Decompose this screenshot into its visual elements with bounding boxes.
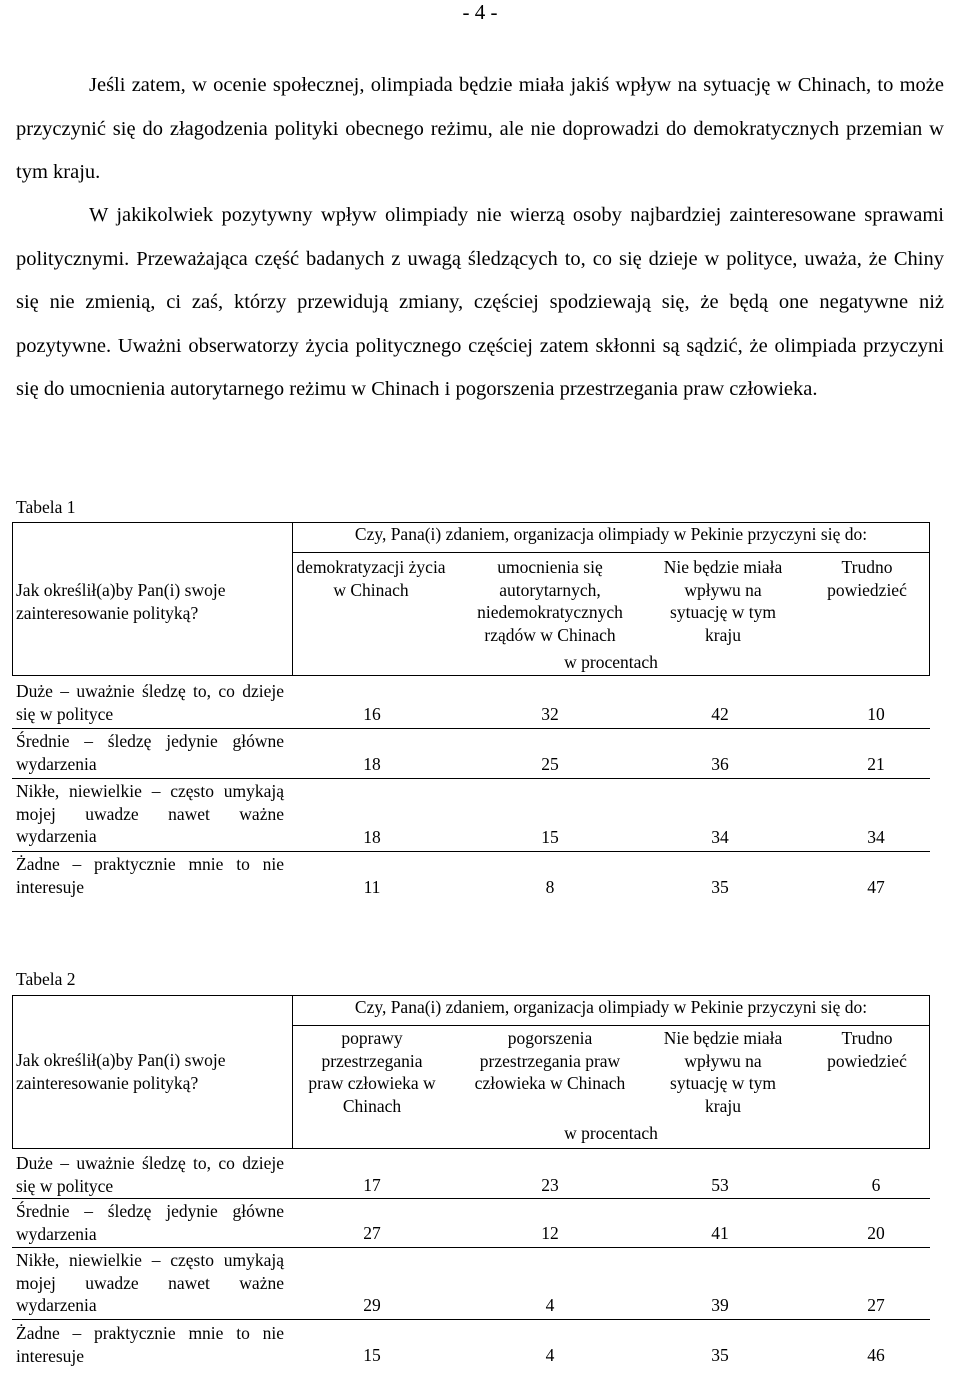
table-row [12, 680, 930, 725]
table2-question-rule [292, 1025, 930, 1026]
cell: 46 [867, 1345, 885, 1365]
cell: 35 [711, 877, 729, 897]
table1-col-3: Nie będzie miała wpływu na sytuację w tym kraju [663, 557, 783, 645]
table2-row-rule [12, 1319, 930, 1320]
table1-row-rule [12, 728, 930, 729]
table1 [12, 522, 930, 902]
table2-unit: w procentach [564, 1123, 658, 1143]
table-row [12, 780, 930, 850]
cell: 4 [545, 1295, 555, 1315]
table1-col-1: demokratyzacji życia w Chinach [296, 557, 446, 600]
cell: 25 [541, 754, 559, 774]
cell: 32 [541, 704, 559, 724]
cell: 34 [711, 827, 729, 847]
table2-row-header: Jak określił(a)by Pan(i) swoje zainteresowanie polityką? [16, 1050, 226, 1093]
table1-row-rule [12, 778, 930, 779]
table2 [12, 995, 930, 1375]
table1-caption: Tabela 1 [16, 497, 76, 517]
cell: 8 [545, 877, 555, 897]
cell: 11 [363, 877, 381, 897]
cell: 18 [363, 754, 381, 774]
cell: 34 [867, 827, 885, 847]
table1-col-2: umocnienia się autorytarnych, niedemokratycznych rządów w Chinach [477, 557, 623, 645]
cell: 17 [363, 1175, 381, 1195]
cell: 23 [541, 1175, 559, 1195]
table-row [12, 730, 930, 775]
cell: 10 [867, 704, 885, 724]
row-label: Średnie – śledzę jedynie główne wydarzenia [16, 1201, 284, 1244]
cell: 47 [867, 877, 885, 897]
cell: 6 [871, 1175, 881, 1195]
table1-question-rule [292, 552, 930, 553]
cell: 21 [867, 754, 885, 774]
cell: 27 [363, 1223, 381, 1243]
cell: 41 [711, 1223, 729, 1243]
cell: 53 [711, 1175, 729, 1195]
cell: 15 [363, 1345, 381, 1365]
table1-unit: w procentach [564, 652, 658, 672]
paragraph-1: Jeśli zatem, w ocenie społecznej, olimpiada będzie miała jakiś wpływ na sytuację w Chinach, to może przyczynić się do złagodzenia polityki obecnego reżimu, ale nie doprowadzi do demokratycznych przemian w tym kraju. [16, 74, 944, 183]
table2-col-1: poprawy przestrzegania praw człowieka w Chinach [308, 1028, 436, 1116]
cell: 20 [867, 1223, 885, 1243]
table-row [12, 1249, 930, 1319]
table2-col-4: Trudno powiedzieć [827, 1028, 907, 1071]
table2-col-2: pogorszenia przestrzegania praw człowieka w Chinach [474, 1028, 626, 1093]
table1-question: Czy, Pana(i) zdaniem, organizacja olimpiady w Pekinie przyczyni się do: [354, 524, 868, 544]
row-label: Nikłe, niewielkie – często umykają mojej uwadze nawet ważne wydarzenia [16, 781, 284, 846]
row-label: Żadne – praktycznie mnie to nie interesuje [16, 854, 284, 897]
page-number: - 4 - [462, 0, 498, 24]
cell: 27 [867, 1295, 885, 1315]
cell: 39 [711, 1295, 729, 1315]
row-label: Średnie – śledzę jedynie główne wydarzenia [16, 731, 284, 774]
table2-row-rule [12, 1198, 930, 1199]
paragraph-2: W jakikolwiek pozytywny wpływ olimpiady nie wierzą osoby najbardziej zainteresowane sprawami politycznymi. Przeważająca część badanych z uwagą śledzących to, co się dzieje w polityce, uważa, że Chiny się nie zmienią, ci zaś, którzy przewidują zmiany, częściej spodziewają się, że będą one negatywne niż pozytywne. Uważni obserwatorzy życia politycznego częściej zatem skłonni są sądzić, że olimpiada przyczyni się do umocnienia autorytarnego reżimu w Chinach i pogorszenia przestrzegania praw człowieka. [16, 204, 944, 400]
table-row [12, 853, 930, 898]
cell: 4 [545, 1345, 555, 1365]
table2-question: Czy, Pana(i) zdaniem, organizacja olimpiady w Pekinie przyczyni się do: [354, 997, 868, 1017]
cell: 35 [711, 1345, 729, 1365]
table1-row-header: Jak określił(a)by Pan(i) swoje zainteresowanie polityką? [16, 580, 226, 623]
cell: 12 [541, 1223, 559, 1243]
cell: 16 [363, 704, 381, 724]
table2-row-rule [12, 1247, 930, 1248]
table1-col-4: Trudno powiedzieć [827, 557, 907, 600]
row-label: Duże – uważnie śledzę to, co dzieje się w polityce [16, 681, 284, 724]
cell: 42 [711, 704, 729, 724]
row-label: Duże – uważnie śledzę to, co dzieje się w polityce [16, 1153, 284, 1196]
row-label: Nikłe, niewielkie – często umykają mojej uwadze nawet ważne wydarzenia [16, 1250, 284, 1315]
table2-caption: Tabela 2 [16, 969, 76, 989]
cell: 18 [363, 827, 381, 847]
table2-col-3: Nie będzie miała wpływu na sytuację w tym kraju [663, 1028, 783, 1116]
row-label: Żadne – praktycznie mnie to nie interesuje [16, 1323, 284, 1366]
table-row [12, 1200, 930, 1245]
cell: 15 [541, 827, 559, 847]
table-row [12, 1152, 930, 1197]
table1-row-rule [12, 851, 930, 852]
cell: 29 [363, 1295, 381, 1315]
table-row [12, 1322, 930, 1367]
cell: 36 [711, 754, 729, 774]
